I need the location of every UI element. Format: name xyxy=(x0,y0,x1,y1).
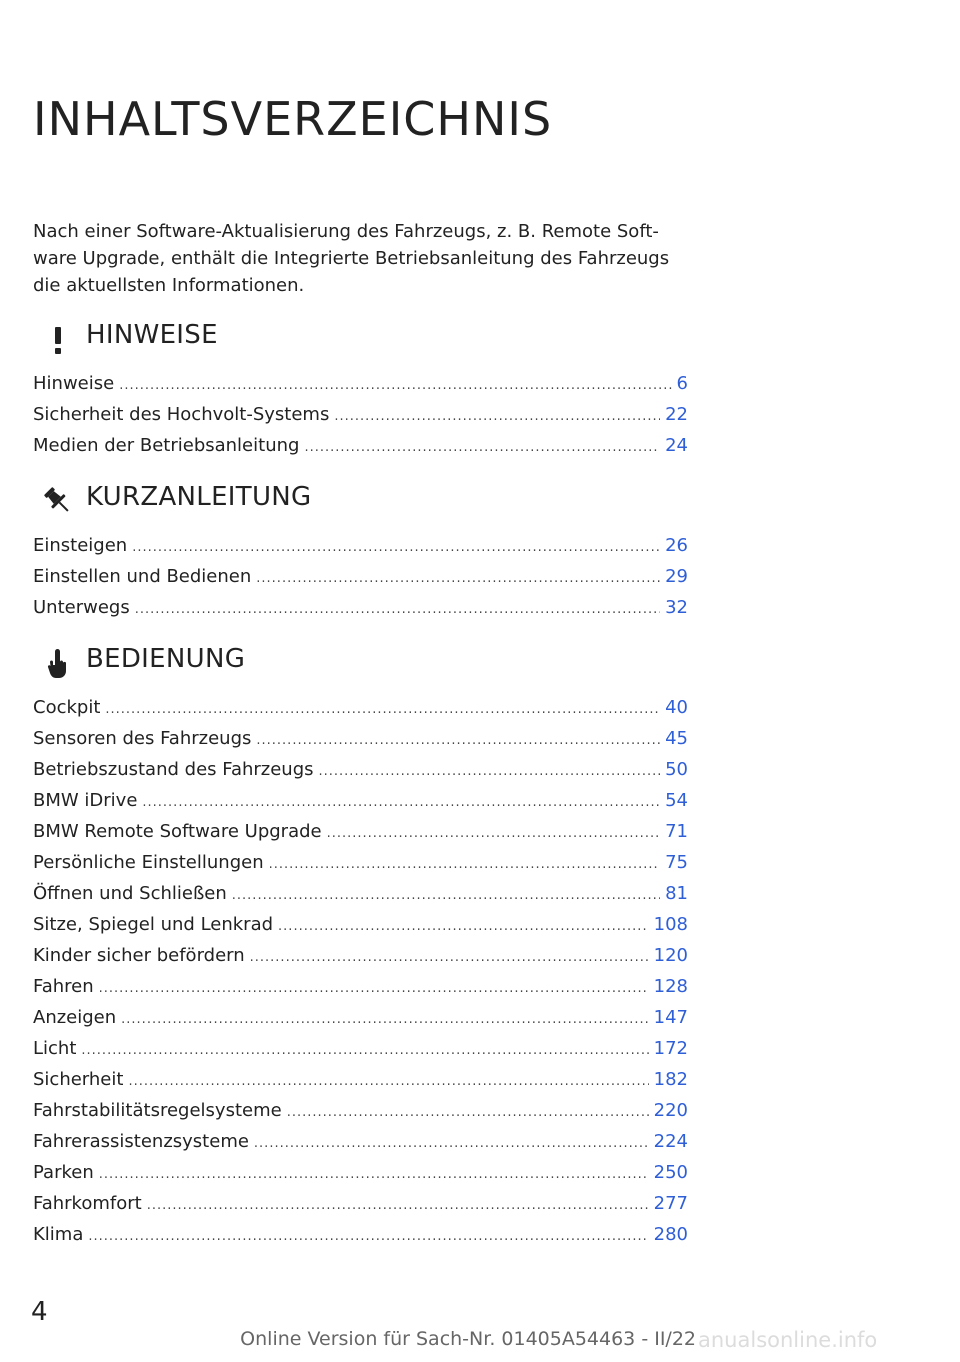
dot-leader xyxy=(278,911,649,940)
dot-leader xyxy=(304,432,660,461)
toc-entry-label: Parken xyxy=(33,1162,94,1183)
exclamation-icon xyxy=(41,322,75,356)
toc-entry-label: BMW Remote Software Upgrade xyxy=(33,821,322,842)
toc-entry-page[interactable]: 250 xyxy=(653,1162,688,1183)
toc-entry-page[interactable]: 71 xyxy=(665,821,688,842)
toc-entry-label: Medien der Betriebsanleitung xyxy=(33,435,300,456)
dot-leader xyxy=(132,532,660,561)
dot-leader xyxy=(99,1159,649,1188)
dot-leader xyxy=(232,880,660,909)
section-title: KURZANLEITUNG xyxy=(86,482,312,512)
toc-entry-label: Unterwegs xyxy=(33,597,130,618)
page-number: 4 xyxy=(31,1297,48,1327)
toc-list xyxy=(33,692,688,1250)
toc-entry[interactable] xyxy=(33,561,688,592)
section-header xyxy=(33,322,688,368)
section-header xyxy=(33,646,688,692)
toc-entry[interactable] xyxy=(33,530,688,561)
toc-entry-label: Klima xyxy=(33,1224,84,1245)
section-kurzanleitung xyxy=(33,484,688,623)
toc-entry-page[interactable]: 182 xyxy=(653,1069,688,1090)
toc-entry-page[interactable]: 172 xyxy=(653,1038,688,1059)
toc-entry-label: Fahrerassistenzsysteme xyxy=(33,1131,249,1152)
toc-entry-page[interactable]: 24 xyxy=(665,435,688,456)
toc-entry-page[interactable]: 108 xyxy=(653,914,688,935)
dot-leader xyxy=(319,756,661,785)
toc-entry-label: Sitze, Spiegel und Lenkrad xyxy=(33,914,274,935)
section-title: BEDIENUNG xyxy=(86,644,246,674)
toc-entry-label: Betriebszustand des Fahrzeugs xyxy=(33,759,314,780)
dot-leader xyxy=(81,1035,648,1064)
dot-leader xyxy=(128,1066,648,1095)
toc-entry-label: Fahrkomfort xyxy=(33,1193,142,1214)
dot-leader xyxy=(99,973,649,1002)
toc-entry-page[interactable]: 26 xyxy=(665,535,688,556)
toc-entry-label: Hinweise xyxy=(33,373,115,394)
page-title: INHALTSVERZEICHNIS xyxy=(33,92,553,146)
toc-entry-label: Cockpit xyxy=(33,697,101,718)
dot-leader xyxy=(105,694,660,723)
toc-entry-page[interactable]: 280 xyxy=(653,1224,688,1245)
toc-entry[interactable] xyxy=(33,940,688,971)
dot-leader xyxy=(256,563,660,592)
toc-entry-label: Fahrstabilitätsregelsysteme xyxy=(33,1100,282,1121)
section-bedienung xyxy=(33,646,688,1250)
toc-entry-label: Öffnen und Schließen xyxy=(33,883,227,904)
pointing-hand-icon xyxy=(41,646,75,680)
toc-entry[interactable] xyxy=(33,1002,688,1033)
toc-entry-page[interactable]: 220 xyxy=(653,1100,688,1121)
toc-entry[interactable] xyxy=(33,816,688,847)
dot-leader xyxy=(269,849,660,878)
intro-text: Nach einer Software-Aktualisierung des Fahrzeugs, z. B. Remote Soft-ware Upgrade, enthält die Integrierte Betriebsanleitung des Fahrzeugs die aktuellsten Informationen. xyxy=(33,221,670,296)
toc-entry-label: Einsteigen xyxy=(33,535,128,556)
toc-entry-page[interactable]: 40 xyxy=(665,697,688,718)
toc-entry-page[interactable]: 22 xyxy=(665,404,688,425)
toc-entry[interactable] xyxy=(33,1095,688,1126)
dot-leader xyxy=(256,725,660,754)
pushpin-icon xyxy=(41,484,75,518)
toc-entry[interactable] xyxy=(33,1219,688,1250)
toc-entry-page[interactable]: 45 xyxy=(665,728,688,749)
toc-entry-label: Sicherheit xyxy=(33,1069,124,1090)
toc-entry[interactable] xyxy=(33,847,688,878)
footer-text: Online Version für Sach-Nr. 01405A54463 - II/22 xyxy=(240,1328,696,1350)
toc-entry-page[interactable]: 120 xyxy=(653,945,688,966)
toc-entry[interactable] xyxy=(33,430,688,461)
toc-entry-label: Anzeigen xyxy=(33,1007,117,1028)
toc-entry-page[interactable]: 147 xyxy=(653,1007,688,1028)
toc-entry[interactable] xyxy=(33,754,688,785)
dot-leader xyxy=(121,1004,648,1033)
toc-entry-page[interactable]: 128 xyxy=(653,976,688,997)
toc-entry-label: Persönliche Einstellungen xyxy=(33,852,264,873)
watermark: anualsonline.info xyxy=(698,1328,878,1352)
toc-entry-page[interactable]: 6 xyxy=(676,373,688,394)
toc-entry-page[interactable]: 29 xyxy=(665,566,688,587)
dot-leader xyxy=(119,370,671,399)
toc-entry[interactable] xyxy=(33,723,688,754)
toc-entry-page[interactable]: 54 xyxy=(665,790,688,811)
toc-entry-label: Licht xyxy=(33,1038,77,1059)
dot-leader xyxy=(334,401,660,430)
toc-list xyxy=(33,368,688,461)
dot-leader xyxy=(142,787,660,816)
toc-entry[interactable] xyxy=(33,368,688,399)
toc-entry-page[interactable]: 81 xyxy=(665,883,688,904)
toc-entry[interactable] xyxy=(33,692,688,723)
dot-leader xyxy=(254,1128,649,1157)
toc-entry-page[interactable]: 32 xyxy=(665,597,688,618)
toc-entry-page[interactable]: 75 xyxy=(665,852,688,873)
toc-entry[interactable] xyxy=(33,1188,688,1219)
toc-entry-label: Fahren xyxy=(33,976,94,997)
toc-entry-label: Sicherheit des Hochvolt-Systems xyxy=(33,404,330,425)
toc-entry[interactable] xyxy=(33,1157,688,1188)
toc-entry[interactable] xyxy=(33,1033,688,1064)
toc-entry-label: Kinder sicher befördern xyxy=(33,945,245,966)
toc-entry[interactable] xyxy=(33,878,688,909)
dot-leader xyxy=(88,1221,648,1250)
section-title: HINWEISE xyxy=(86,320,218,350)
toc-entry[interactable] xyxy=(33,909,688,940)
toc-list xyxy=(33,530,688,623)
dot-leader xyxy=(327,818,660,847)
section-header xyxy=(33,484,688,530)
dot-leader xyxy=(147,1190,649,1219)
toc-entry[interactable] xyxy=(33,971,688,1002)
toc-entry-label: Einstellen und Bedienen xyxy=(33,566,252,587)
dot-leader xyxy=(287,1097,649,1126)
toc-entry-label: Sensoren des Fahrzeugs xyxy=(33,728,252,749)
dot-leader xyxy=(250,942,649,971)
toc-entry-label: BMW iDrive xyxy=(33,790,138,811)
section-hinweise xyxy=(33,322,688,461)
toc-entry[interactable] xyxy=(33,399,688,430)
toc-entry-page[interactable]: 224 xyxy=(653,1131,688,1152)
toc-entry[interactable] xyxy=(33,1064,688,1095)
toc-entry[interactable] xyxy=(33,592,688,623)
toc-entry[interactable] xyxy=(33,785,688,816)
toc-entry-page[interactable]: 277 xyxy=(653,1193,688,1214)
toc-entry-page[interactable]: 50 xyxy=(665,759,688,780)
dot-leader xyxy=(135,594,660,623)
toc-entry[interactable] xyxy=(33,1126,688,1157)
